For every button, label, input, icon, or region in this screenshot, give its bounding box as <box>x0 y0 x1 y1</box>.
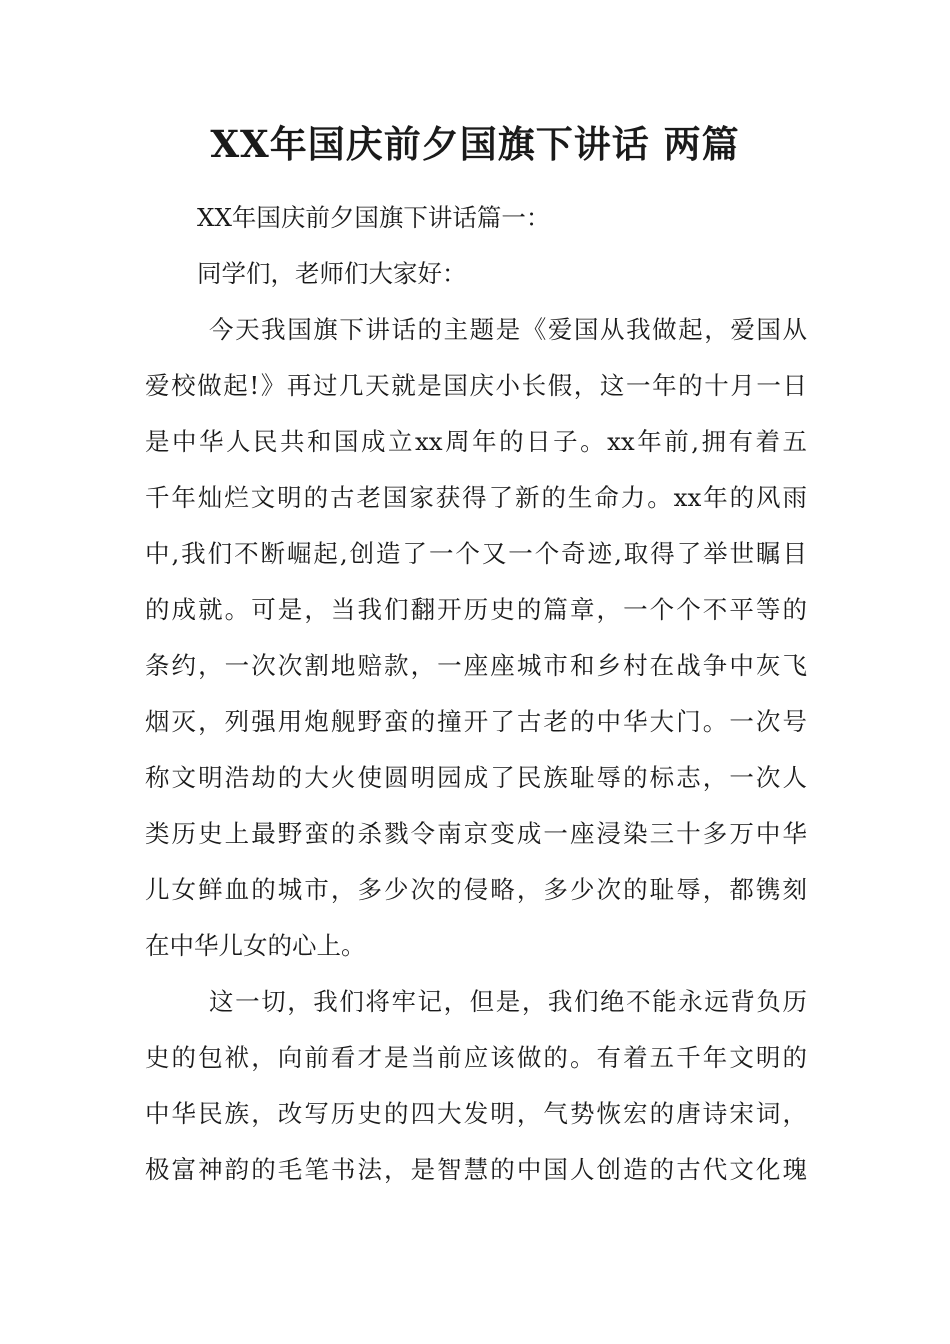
section-heading: XX年国庆前夕国旗下讲话篇一： <box>197 203 551 232</box>
paragraph-line: 在中华儿女的心上。 <box>145 931 366 960</box>
document-title: XX年国庆前夕国旗下讲话 两篇 <box>210 122 740 166</box>
paragraph-line: 今天我国旗下讲话的主题是《爱国从我做起，爱国从 <box>209 315 807 344</box>
paragraph-line: 类历史上最野蛮的杀戮令南京变成一座浸染三十多万中华 <box>145 819 807 848</box>
paragraph-line: 条约，一次次割地赔款，一座座城市和乡村在战争中灰飞 <box>145 651 807 680</box>
paragraph-line: 千年灿烂文明的古老国家获得了新的生命力。xx年的风雨 <box>145 483 807 512</box>
paragraph-line: 称文明浩劫的大火使圆明园成了民族耻辱的标志，一次人 <box>145 763 807 792</box>
paragraph-line: 中华民族，改写历史的四大发明，气势恢宏的唐诗宋词， <box>145 1099 807 1128</box>
paragraph-line: 这一切，我们将牢记，但是，我们绝不能永远背负历 <box>209 987 807 1016</box>
greeting-line: 同学们，老师们大家好： <box>197 259 467 288</box>
paragraph-line: 中,我们不断崛起,创造了一个又一个奇迹,取得了举世瞩目 <box>145 539 807 568</box>
paragraph-line: 爱校做起!》再过几天就是国庆小长假，这一年的十月一日 <box>145 371 807 400</box>
paragraph-line: 是中华人民共和国成立xx周年的日子。xx年前,拥有着五 <box>145 427 807 456</box>
paragraph-line: 烟灭，列强用炮舰野蛮的撞开了古老的中华大门。一次号 <box>145 707 807 736</box>
paragraph-line: 的成就。可是，当我们翻开历史的篇章，一个个不平等的 <box>145 595 807 624</box>
paragraph-line: 儿女鲜血的城市，多少次的侵略，多少次的耻辱，都镌刻 <box>145 875 807 904</box>
paragraph-line: 史的包袱，向前看才是当前应该做的。有着五千年文明的 <box>145 1043 807 1072</box>
paragraph-line: 极富神韵的毛笔书法，是智慧的中国人创造的古代文化瑰 <box>145 1155 807 1184</box>
document-body <box>145 190 807 1198</box>
paragraph-1 <box>145 302 807 974</box>
paragraph-2 <box>145 974 807 1198</box>
